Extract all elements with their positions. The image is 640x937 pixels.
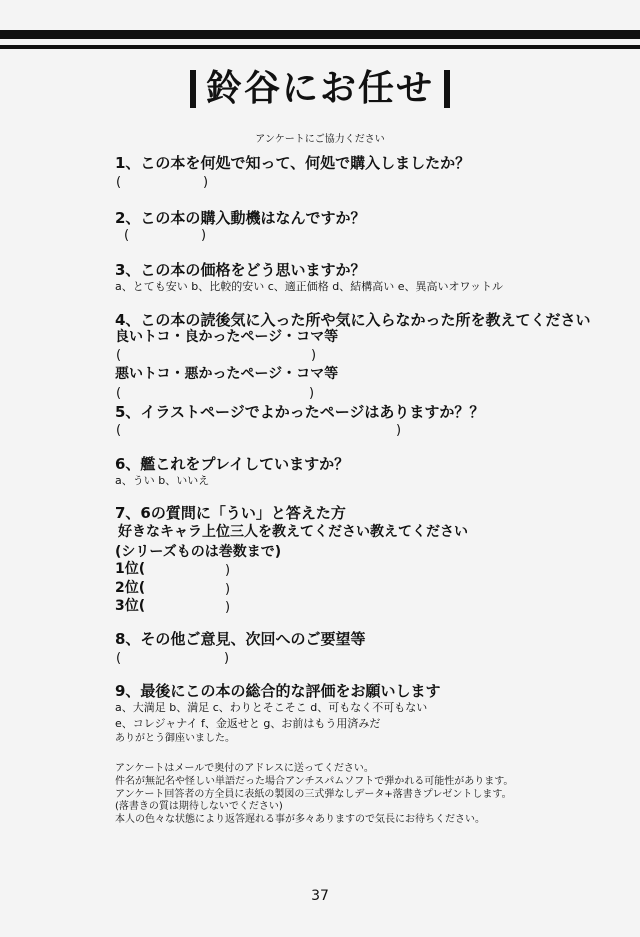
- question-3-options: a、とても安い b、比較的安い c、適正価格 d、結構高い e、異高いオワットル: [115, 280, 503, 293]
- answer-4-bad-close: ): [309, 386, 315, 401]
- page-title-text: 鈴谷にお任せ: [205, 68, 434, 109]
- question-4: 4、この本の読後気に入った所や気に入らなかった所を教えてください: [115, 311, 591, 329]
- note-line: アンケート回答者の方全員に表紙の製図の三式弾なしデータ+落書きプレゼントします。: [115, 789, 512, 800]
- rank-1-close: ): [225, 563, 231, 578]
- thanks-text: ありがとう御座いました。: [115, 733, 235, 744]
- question-1: 1、この本を何処で知って、何処で購入しましたか？: [115, 154, 471, 172]
- rank-3-close: ): [225, 600, 231, 615]
- question-7-sub1: 好きなキャラ上位三人を教えてください教えてください: [118, 524, 468, 540]
- question-7-sub2: (シリーズものは巻数まで): [115, 544, 282, 560]
- answer-5-open: (: [116, 423, 122, 438]
- question-6: 6、艦これをプレイしていますか？: [115, 455, 350, 473]
- question-4-bad: 悪いトコ・悪かったページ・コマ等: [115, 366, 339, 382]
- question-8: 8、その他ご意見、次回へのご要望等: [115, 630, 366, 648]
- answer-4-good-open: (: [116, 348, 122, 363]
- answer-1-close: ): [203, 175, 209, 190]
- rank-2-close: ): [225, 582, 231, 597]
- title-bar-right: [444, 70, 450, 108]
- rank-3-label: 3位(: [115, 598, 146, 614]
- question-9-options-1: a、大満足 b、満足 c、わりとそこそこ d、可もなく不可もない: [115, 701, 428, 714]
- header-rule-thick: [0, 30, 640, 39]
- survey-intro: アンケートにご協力ください: [255, 134, 385, 145]
- question-5: 5、イラストページでよかったページはありますか？？: [115, 403, 485, 421]
- answer-2-open: (: [124, 228, 130, 243]
- answer-4-good-close: ): [311, 348, 317, 363]
- note-line: (落書きの質は期待しないでください): [115, 801, 283, 812]
- question-9: 9、最後にこの本の総合的な評価をお願いします: [115, 682, 441, 700]
- question-3: 3、この本の価格をどう思いますか？: [115, 261, 366, 279]
- header-rule-thin: [0, 45, 640, 49]
- answer-8-open: (: [116, 651, 122, 666]
- question-4-good: 良いトコ・良かったページ・コマ等: [115, 329, 339, 345]
- rank-1-label: 1位(: [115, 561, 146, 577]
- answer-2-close: ): [201, 228, 207, 243]
- answer-8-close: ): [224, 651, 230, 666]
- answer-5-close: ): [396, 423, 402, 438]
- question-9-options-2: e、コレジャナイ f、金返せと g、お前はもう用済みだ: [115, 717, 381, 730]
- rank-2-label: 2位(: [115, 580, 146, 596]
- question-2: 2、この本の購入動機はなんですか？: [115, 209, 366, 227]
- title-bar-left: [190, 70, 196, 108]
- answer-4-bad-open: (: [116, 386, 122, 401]
- note-line: 本人の色々な状態により返答遅れる事が多々ありますので気長にお待ちください。: [115, 814, 485, 825]
- question-6-options: a、うい b、いいえ: [115, 474, 210, 487]
- note-line: アンケートはメールで奥付のアドレスに送ってください。: [115, 763, 374, 774]
- note-line: 件名が無記名や怪しい単語だった場合アンチスパムソフトで弾かれる可能性があります。: [115, 776, 514, 787]
- page-title: [0, 64, 640, 114]
- question-7: 7、6の質問に「うい」と答えた方: [115, 504, 346, 522]
- answer-1-open: (: [116, 175, 122, 190]
- page-number: 37: [311, 888, 329, 904]
